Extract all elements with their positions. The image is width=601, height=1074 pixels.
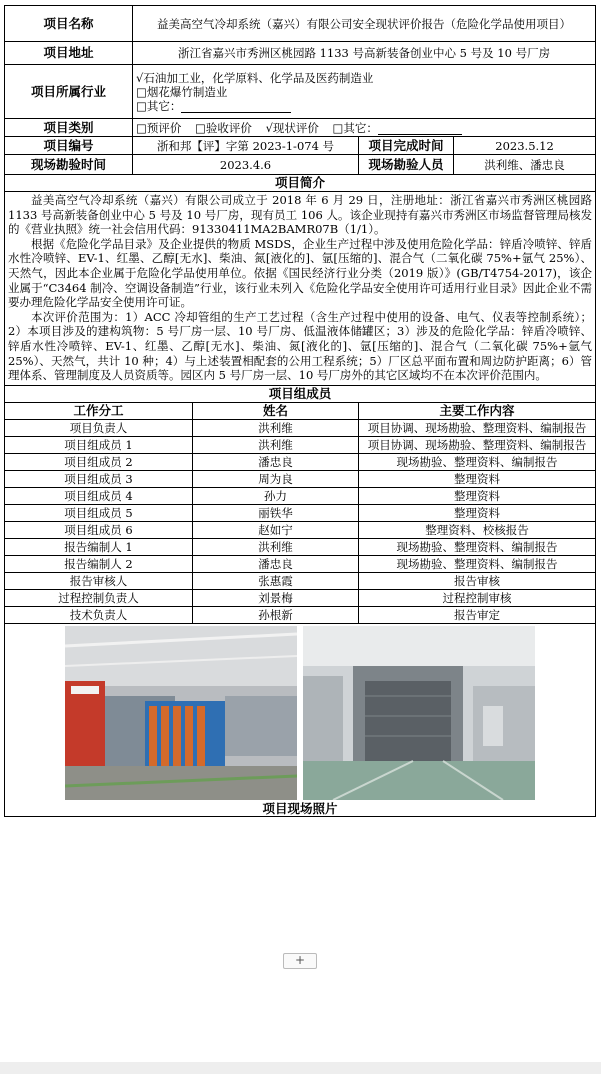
photo-cell — [5, 623, 596, 816]
team-title: 项目组成员 — [5, 385, 596, 402]
checkbox-empty-icon: □ — [136, 84, 147, 99]
table-row: 报告编制人 2 潘忠良 现场勘验、整理资料、编制报告 — [5, 555, 596, 572]
checkbox-empty-icon: □ — [136, 98, 147, 113]
intro-paragraph: 益美高空气冷却系统（嘉兴）有限公司成立于 2018 年 6 月 29 日，注册地址：浙江省嘉兴市秀洲区桃园路 1133 号高新装备创业中心 5 号及 10 号厂房，现有员工 106 人。该企业现持有嘉兴市秀洲区市场监督管理局核发的《营业执照》统一社会信用代码：91330411MA2BAMR07B（1/1）。 — [8, 193, 593, 237]
survey-time-label: 现场勘验时间 — [5, 155, 133, 175]
survey-time: 2023.4.6 — [133, 155, 359, 175]
project-number: 浙和邦【评】字第 2023-1-074 号 — [133, 137, 359, 155]
industry-options — [133, 65, 596, 119]
intro-paragraph: 根据《危险化学品目录》及企业提供的物质 MSDS，企业生产过程中涉及使用危险化学品：锌盾冷喷锌、锌盾水性冷喷锌、EV-1、红墨、乙醇[无水]、柴油、氮[液化的]、氩[压缩的]、混合气（二氧化碳 75%+氩气 25%）、天然气，因此本企业属于危险化学品使用单位。依据《国民经济行业分类（2019 版）》(GB/T4754-2017)，该企业属于“C3464 制冷、空调设备制造”行业，该行业未列入《危险化学品安全使用许可适用行业目录》因此企业不需要办理危险化学品安全使用许可证。 — [8, 236, 593, 310]
bottom-bar — [0, 1062, 601, 1074]
intro-paragraph: 本次评价范围为：1）ACC 冷却管组的生产工艺过程（含生产过程中使用的设备、电气、仪表等控制系统）；2）本项目涉及的建构筑物：5 号厂房一层、10 号厂房、低温液体储罐区；3）涉及的危险化学品：锌盾冷喷锌、锌盾水性冷喷锌、EV-1、红墨、乙醇[无水]、柴油、氮[液化的]、氩[压缩的]、混合气（二氧化碳 75%+氩气 25%）、天然气，共计 10 种；4）与上述装置相配套的公用工程系统；5）厂区总平面布置和周边防护距离；6）管理体系、管理制度及人员资质等。园区内 5 号厂房一层、10 号厂房外的其它区域均不在本次评价范围内。 — [8, 309, 593, 383]
category-options — [133, 119, 596, 137]
checkbox-checked-icon: √ — [136, 70, 144, 85]
checkbox-empty-icon: □ — [332, 120, 344, 135]
table-row: 过程控制负责人 刘景梅 过程控制审核 — [5, 589, 596, 606]
table-row: 项目负责人 洪利维 项目协调、现场勘验、整理资料、编制报告 — [5, 419, 596, 436]
team-header-role: 工作分工 — [5, 402, 193, 419]
site-photo-factory-door — [303, 626, 535, 800]
industry-option-fireworks: □烟花爆竹制造业 — [136, 84, 228, 99]
checkbox-checked-icon: √ — [265, 120, 273, 135]
table-row: 项目组成员 6 赵如宁 整理资料、校核报告 — [5, 521, 596, 538]
blank-line — [181, 101, 291, 113]
table-row: 报告编制人 1 洪利维 现场勘验、整理资料、编制报告 — [5, 538, 596, 555]
expand-button[interactable]: + — [283, 953, 317, 969]
industry-label: 项目所属行业 — [5, 65, 133, 119]
category-option-acceptance: □验收评价 — [195, 120, 252, 135]
intro-body — [5, 192, 596, 386]
table-row: 项目组成员 3 周为良 整理资料 — [5, 470, 596, 487]
industry-option-other: □其它： — [136, 99, 592, 113]
project-number-label: 项目编号 — [5, 137, 133, 155]
table-row: 项目组成员 1 洪利维 项目协调、现场勘验、整理资料、编制报告 — [5, 436, 596, 453]
table-row: 报告审核人 张惠霞 报告审核 — [5, 572, 596, 589]
checkbox-empty-icon: □ — [136, 120, 147, 135]
blank-line — [378, 123, 462, 135]
complete-time-label: 项目完成时间 — [359, 137, 454, 155]
table-row: 项目组成员 2 潘忠良 现场勘验、整理资料、编制报告 — [5, 453, 596, 470]
project-info-table — [4, 5, 596, 817]
project-name: 益美高空气冷却系统（嘉兴）有限公司安全现状评价报告（危险化学品使用项目） — [133, 6, 596, 42]
table-row: 技术负责人 孙根新 报告审定 — [5, 606, 596, 623]
category-option-current: √现状评价 — [265, 120, 319, 135]
checkbox-empty-icon: □ — [195, 120, 206, 135]
photo-caption: 项目现场照片 — [262, 800, 338, 816]
industry-option-petrochem: √石油加工业，化学原料、化学品及医药制造业 — [136, 70, 374, 85]
survey-people: 洪利维、潘忠良 — [454, 155, 596, 175]
table-row: 项目组成员 4 孙力 整理资料 — [5, 487, 596, 504]
team-header-work: 主要工作内容 — [359, 402, 596, 419]
survey-people-label: 现场勘验人员 — [359, 155, 454, 175]
complete-time: 2023.5.12 — [454, 137, 596, 155]
project-name-label: 项目名称 — [5, 6, 133, 42]
project-address: 浙江省嘉兴市秀洲区桃园路 1133 号高新装备创业中心 5 号及 10 号厂房 — [133, 42, 596, 65]
table-row: 项目组成员 5 丽铁华 整理资料 — [5, 504, 596, 521]
category-option-pre: □预评价 — [136, 120, 182, 135]
category-label: 项目类别 — [5, 119, 133, 137]
site-photos — [5, 624, 595, 802]
site-photo-production-line — [65, 626, 297, 800]
project-address-label: 项目地址 — [5, 42, 133, 65]
team-header-name: 姓名 — [193, 402, 359, 419]
category-option-other: □其它： — [333, 121, 462, 135]
intro-title: 项目简介 — [5, 175, 596, 192]
report-sheet — [4, 5, 595, 817]
